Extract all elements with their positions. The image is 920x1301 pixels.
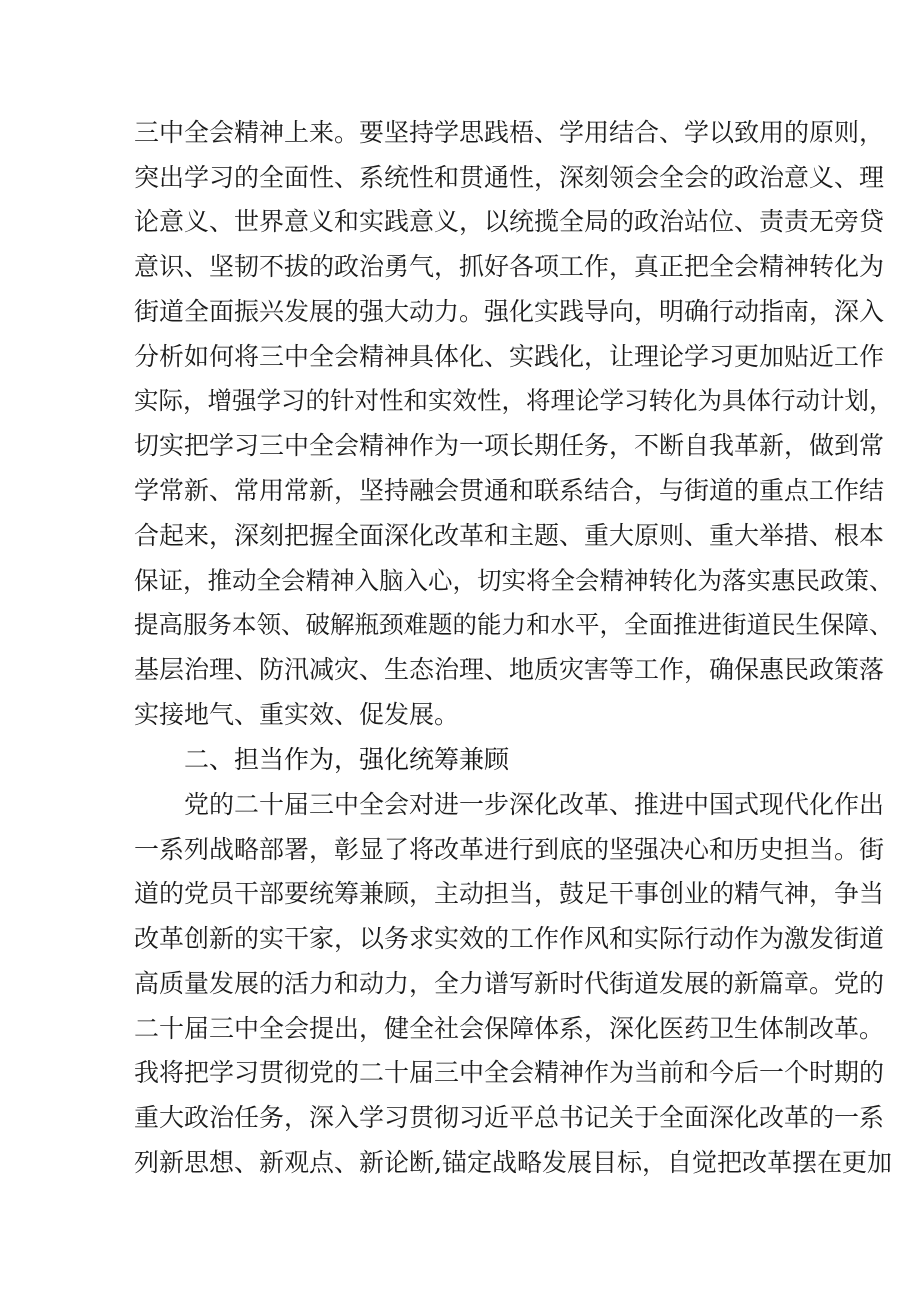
- paragraph-1-line: 提高服务本领、破解瓶颈难题的能力和水平，全面推进街道民生保障、: [134, 610, 894, 639]
- paragraph-2-line: 我将把学习贯彻党的二十届三中全会精神作为当前和今后一个时期的: [134, 1058, 885, 1087]
- section-heading: 二、担当作为，强化统筹兼顾: [184, 745, 510, 774]
- paragraph-1-line: 论意义、世界意义和实践意义，以统揽全局的政治站位、责责无旁贷: [134, 207, 885, 236]
- paragraph-1-line: 街道全面振兴发展的强大动力。强化实践导向，明确行动指南，深入: [134, 297, 885, 326]
- paragraph-1-line: 三中全会精神上来。要坚持学思践梧、学用结合、学以致用的原则，: [134, 118, 885, 147]
- paragraph-1-line: 分析如何将三中全会精神具体化、实践化，让理论学习更加贴近工作: [134, 342, 885, 371]
- paragraph-2-line: 一系列战略部署，彰显了将改革进行到底的坚强决心和历史担当。街: [134, 835, 885, 864]
- paragraph-1-line: 实接地气、重实效、促发展。: [134, 700, 460, 729]
- paragraph-1-line: 合起来，深刻把握全面深化改革和主题、重大原则、重大举措、根本: [134, 521, 885, 550]
- paragraph-2-line: 二十届三中全会提出，健全社会保障体系，深化医药卫生体制改革。: [134, 1014, 885, 1043]
- paragraph-2-line: 道的党员干部要统筹兼顾，主动担当，鼓足干事创业的精气神，争当: [134, 879, 885, 908]
- paragraph-2-line: 高质量发展的活力和动力，全力谱写新时代街道发展的新篇章。党的: [134, 969, 885, 998]
- paragraph-1-line: 实际，增强学习的针对性和实效性，将理论学习转化为具体行动计划，: [134, 386, 894, 415]
- paragraph-1-line: 学常新、常用常新，坚持融会贯通和联系结合，与街道的重点工作结: [134, 476, 885, 505]
- paragraph-2-line: 列新思想、新观点、新论断,锚定战略发展目标，自觉把改革摆在更加: [134, 1148, 892, 1177]
- paragraph-1-line: 基层治理、防汛减灾、生态治理、地质灾害等工作，确保惠民政策落: [134, 655, 885, 684]
- paragraph-2-line: 改革创新的实干家，以务求实效的工作作风和实际行动作为激发街道: [134, 924, 885, 953]
- paragraph-2-line: 重大政治任务，深入学习贯彻习近平总书记关于全面深化改革的一系: [134, 1103, 885, 1132]
- paragraph-1-line: 保证，推动全会精神入脑入心，切实将全会精神转化为落实惠民政策、: [134, 566, 894, 595]
- paragraph-1-line: 突出学习的全面性、系统性和贯通性，深刻领会全会的政治意义、理: [134, 163, 885, 192]
- paragraph-1-line: 意识、坚韧不拔的政治勇气，抓好各项工作，真正把全会精神转化为: [134, 252, 885, 281]
- paragraph-2-line: 党的二十届三中全会对进一步深化改革、推进中国式现代化作出: [184, 790, 885, 819]
- paragraph-1-line: 切实把学习三中全会精神作为一项长期任务，不断自我革新，做到常: [134, 431, 885, 460]
